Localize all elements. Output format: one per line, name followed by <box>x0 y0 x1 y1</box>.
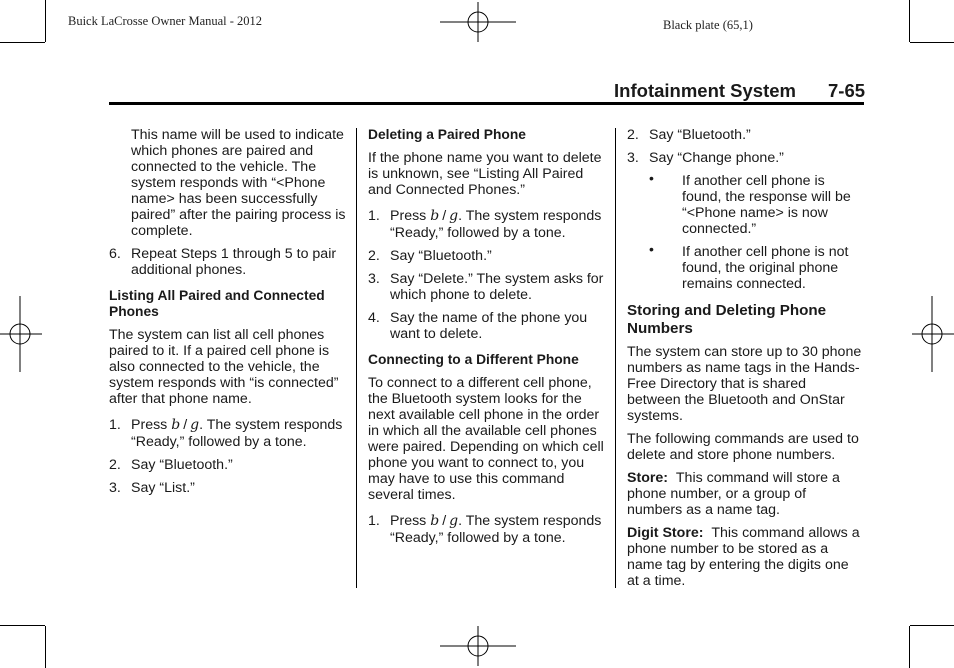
crop-mark <box>0 42 45 43</box>
registration-mark-right <box>912 296 954 372</box>
step-text-post: . The system responds “Ready,” followed by a tone. <box>131 417 343 450</box>
manual-title: Buick LaCrosse Owner Manual - 2012 <box>68 14 263 28</box>
list-item <box>109 480 349 496</box>
column-divider <box>356 128 357 588</box>
list-item <box>368 271 604 303</box>
list-item <box>368 208 604 241</box>
list-item <box>627 127 863 143</box>
step-text: Repeat Steps 1 through 5 to pair additional phones. <box>131 246 337 278</box>
phone-icon: b <box>430 208 440 224</box>
column-divider <box>615 128 616 588</box>
step-number: 6. <box>109 246 121 262</box>
step-number: 2. <box>627 127 639 143</box>
crop-mark <box>0 625 45 626</box>
step-text-pre: Press <box>390 208 431 224</box>
command-text: This command allows a phone number to be stored as a name tag by entering the digits one at a time. <box>627 525 860 589</box>
column-3 <box>627 127 863 596</box>
step-number: 3. <box>109 480 121 496</box>
paragraph: If the phone name you want to delete is unknown, see “Listing All Paired and Connected Phones.” <box>368 150 602 198</box>
crop-mark <box>910 42 954 43</box>
page-number: 7-65 <box>828 80 866 101</box>
paragraph: This name will be used to indicate which phones are paired and connected to the vehicle. The system responds with “<Phone name> has been successfully paired” after the pairing process is complete. <box>131 127 346 239</box>
section-heading: Storing and Deleting Phone Numbers <box>627 302 827 337</box>
separator: / <box>183 417 188 433</box>
step-text: Say “List.” <box>131 480 195 496</box>
crop-mark <box>45 0 46 42</box>
voice-icon: g <box>449 208 459 224</box>
paragraph <box>627 525 863 589</box>
voice-icon: g <box>449 513 459 529</box>
step-text: Say “Bluetooth.” <box>390 248 492 264</box>
step-text: Say “Delete.” The system asks for which phone to delete. <box>390 271 604 303</box>
step-text: Say “Bluetooth.” <box>131 457 233 473</box>
list-item <box>368 310 604 342</box>
step-number: 3. <box>627 150 639 166</box>
step-number: 1. <box>109 417 121 433</box>
bullet-text: If another cell phone is found, the response will be “<Phone name> is now connected.” <box>682 173 851 237</box>
crop-mark <box>910 625 954 626</box>
plate-label: Black plate (65,1) <box>663 18 753 32</box>
command-label-store: Store: <box>627 470 668 486</box>
step-number: 3. <box>368 271 380 287</box>
list-item <box>368 248 604 264</box>
separator: / <box>442 208 447 224</box>
paragraph: The system can list all cell phones paired to it. If a paired cell phone is also connected to the vehicle, the system responds with “is connected” after that phone name. <box>109 327 339 407</box>
list-item <box>368 513 604 546</box>
step-text-pre: Press <box>131 417 172 433</box>
voice-icon: g <box>190 417 200 433</box>
paragraph: The following commands are used to delete and store phone numbers. <box>627 431 859 463</box>
step-number: 1. <box>368 208 380 224</box>
paragraph: The system can store up to 30 phone numbers as name tags in the Hands-Free Directory that is shared between the Bluetooth and OnStar systems. <box>627 344 862 424</box>
column-2 <box>368 127 604 553</box>
registration-mark-bottom <box>440 626 516 666</box>
step-text: Say “Change phone.” <box>649 150 784 166</box>
subheading: Listing All Paired and Connected Phones <box>109 288 325 319</box>
command-label-digit-store: Digit Store: <box>627 525 704 541</box>
step-number: 2. <box>368 248 380 264</box>
header-rule <box>109 102 864 105</box>
list-item <box>109 417 349 450</box>
step-text: Say “Bluetooth.” <box>649 127 751 143</box>
step-number: 4. <box>368 310 380 326</box>
list-item <box>627 150 863 166</box>
step-text: Say the name of the phone you want to delete. <box>390 310 588 342</box>
step-text-post: . The system responds “Ready,” followed by a tone. <box>390 513 602 546</box>
separator: / <box>442 513 447 529</box>
phone-icon: b <box>430 513 440 529</box>
crop-mark <box>909 626 910 668</box>
list-item <box>109 457 349 473</box>
command-text: This command will store a phone number, or a group of numbers as a name tag. <box>627 470 840 518</box>
bullet-item <box>627 170 863 237</box>
crop-mark <box>45 626 46 668</box>
step-text-post: . The system responds “Ready,” followed by a tone. <box>390 208 602 241</box>
paragraph <box>627 470 863 518</box>
crop-mark <box>909 0 910 42</box>
bullet-text: If another cell phone is not found, the original phone remains connected. <box>682 244 849 292</box>
list-item <box>109 246 349 278</box>
registration-mark-left <box>0 296 42 372</box>
step-number: 2. <box>109 457 121 473</box>
phone-icon: b <box>171 417 181 433</box>
bullet-item <box>627 241 863 292</box>
step-number: 1. <box>368 513 380 529</box>
registration-mark-top <box>440 2 516 42</box>
bullet-icon: • <box>649 241 654 257</box>
column-1 <box>109 127 349 503</box>
paragraph: To connect to a different cell phone, the Bluetooth system looks for the next available cell phone in the order in which all the available cell phones were paired. Depending on which cell phone you want to connect to, you may have to use this command several times. <box>368 375 604 503</box>
subheading: Deleting a Paired Phone <box>368 127 526 142</box>
step-text-pre: Press <box>390 513 431 529</box>
bullet-icon: • <box>649 170 654 186</box>
subheading: Connecting to a Different Phone <box>368 352 579 367</box>
section-title: Infotainment System <box>614 80 796 101</box>
